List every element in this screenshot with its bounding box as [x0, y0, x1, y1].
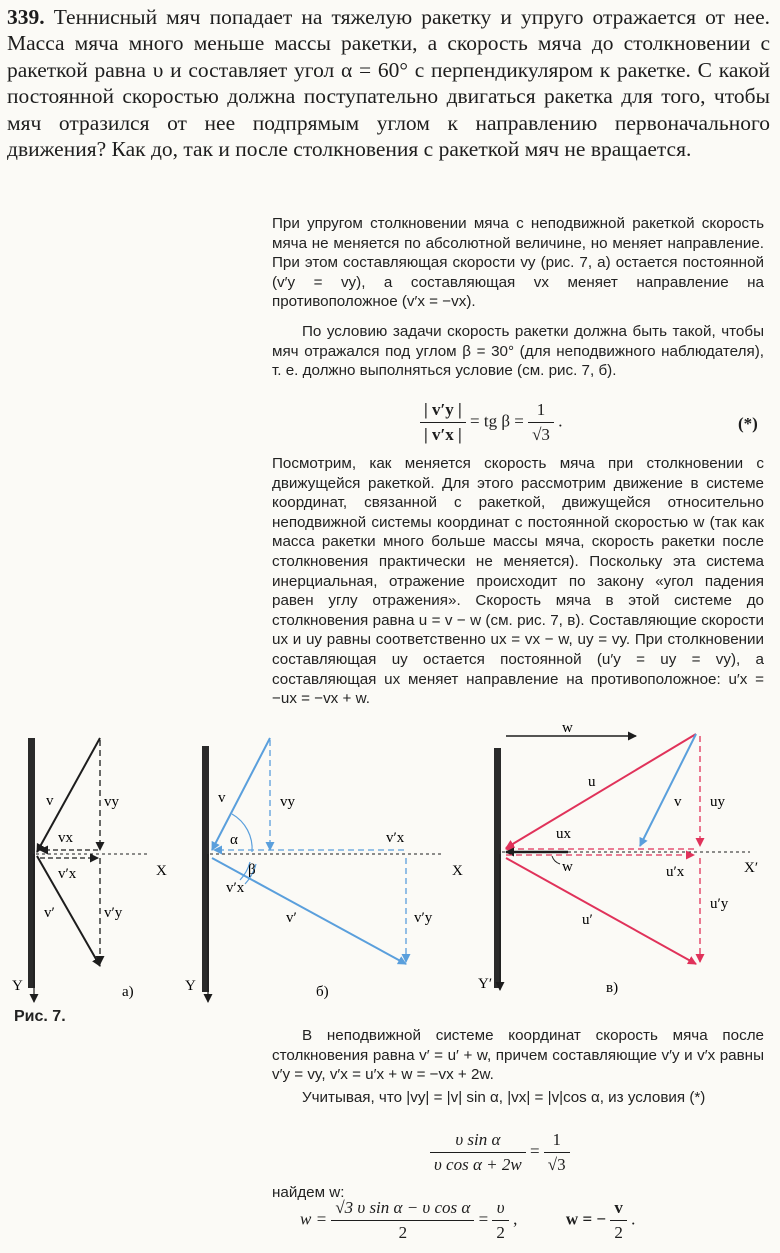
equation-w: w = $\frac{\text{√3 υ sin α − υ cos α}}{2}$ = $\frac{\upsilon}{2}$ , w = − $\frac{v}{2}$ .: [300, 1198, 636, 1242]
equation-condition: $\frac{\text{υ sin α}}{\text{υ cos α + 2w}}$ = $\frac{1}{√3}$: [430, 1130, 570, 1175]
problem-text: Теннисный мяч попадает на тяжелую ракетку и упруго отражается от нее. Масса мяча много меньше массы ракетки, а скорость мяча до столкновении с ракеткой равна υ и составляет угол α = 60° с перпендикуляром к ракетке. С какой постоянной скоростью должна поступательно двигаться ракетка для того, чтобы мяч отразился от нее подпрямым углом к направлению первоначального движения? Как до, так и после столкновения с ракеткой мяч не вращается.: [7, 5, 771, 162]
label-vp-b: v′: [286, 910, 297, 926]
label-u: u: [588, 774, 596, 790]
label-v-c: v: [674, 794, 682, 810]
label-vxp-a: v′x: [58, 866, 77, 882]
solution-paragraph-6: найдем w:: [272, 1184, 345, 1201]
vector-v-prime-b: [212, 858, 406, 964]
panel-label-b: б): [316, 984, 329, 1000]
solution-paragraph-4: В неподвижной системе координат скорость мяча после столкновения равна v′ = u′ + w, причем составляющие v′y и v′x равны v′y = vy, v′x = u′x + w = −vx + 2w.: [272, 1027, 764, 1084]
problem-number: 339.: [7, 5, 45, 29]
equation-tag: (*): [738, 414, 758, 433]
figure-panel-c: [478, 720, 758, 996]
solution-paragraph-2: По условию задачи скорость ракетки должна быть такой, чтобы мяч отражался под углом β = 30° (для неподвижного наблюдателя), т. е. должно выполняться условие (см. рис. 7, б).: [272, 323, 764, 380]
label-v-b: v: [218, 790, 226, 806]
label-uxp: u′x: [666, 864, 685, 880]
label-up: u′: [582, 912, 593, 928]
label-uy: uy: [710, 794, 725, 810]
label-x-a: X: [156, 863, 167, 879]
label-vxp-b: v′x: [386, 830, 405, 846]
figure-7: [0, 712, 780, 1037]
label-w-low: w: [562, 859, 573, 875]
label-y-c: Y′: [478, 976, 493, 992]
label-v-a: v: [46, 793, 54, 809]
label-vx-a: vx: [58, 830, 73, 846]
panel-label-a: а): [122, 984, 134, 1000]
solution-paragraph-3: Посмотрим, как меняется скорость мяча при столкновении с движущейся ракеткой. Для этого рассмотрим движение в системе координат, связанной с ракеткой, движущейся относительно неподвижной системы координат с постоянной скоростью w (так как масса ракетки много больше массы мяча, скорость ракетки после столкновения практически не меняется). Поскольку эта система инерциальная, отражение происходит по закону «угол падения равен углу отражения». Скорость мяча в этой системе до столкновения равна u = v − w (см. рис. 7, в). Составляющие скорости ux и uy равны соответственно ux = vx − w, uy = vy. При столкновении составляющая uy остается постоянной (u′y = uy = vy), а составляющая ux меняет направление на противоположное: u′x = −ux = −vx + w.: [272, 455, 764, 708]
label-y-b: Y: [185, 978, 196, 994]
label-x-b: X: [452, 863, 463, 879]
panel-label-c: в): [606, 980, 619, 996]
figure-panel-b: [185, 738, 463, 1002]
label-vy-b: vy: [280, 794, 295, 810]
label-y-a: Y: [12, 978, 23, 994]
label-vyp-b: v′y: [414, 910, 433, 926]
label-vy-a: vy: [104, 794, 119, 810]
label-vp-a: v′: [44, 905, 55, 921]
equation-tg-beta: $\frac{| v'y |}{| v'x |}$ = tg β = $\frac{1}{√3}$ .: [420, 400, 562, 445]
label-x-c: X′: [744, 860, 759, 876]
label-vyp-a: v′y: [104, 905, 123, 921]
label-alpha: α: [230, 832, 238, 848]
label-vxp-lower-b: v′x: [226, 880, 245, 896]
figure-caption: Рис. 7.: [14, 1008, 66, 1025]
solution-paragraph-5: Учитывая, что |vy| = |v| sin α, |vx| = |v|cos α, из условия (*): [302, 1089, 706, 1106]
label-w-top: w: [562, 720, 573, 736]
label-ux: ux: [556, 826, 571, 842]
solution-paragraph-1: При упругом столкновении мяча с неподвижной ракеткой скорость мяча не меняется по абсолютной величине, но меняет направление. При этом составляющая скорости vy (рис. 7, а) остается постоянной (v′y = vy), а составляющая vx меняет направление на противоположное (v′x = −vx).: [272, 215, 764, 311]
label-beta: β: [248, 862, 256, 878]
problem-statement: [7, 4, 770, 162]
figure-panel-a: [12, 738, 167, 1002]
label-uyp: u′y: [710, 896, 729, 912]
